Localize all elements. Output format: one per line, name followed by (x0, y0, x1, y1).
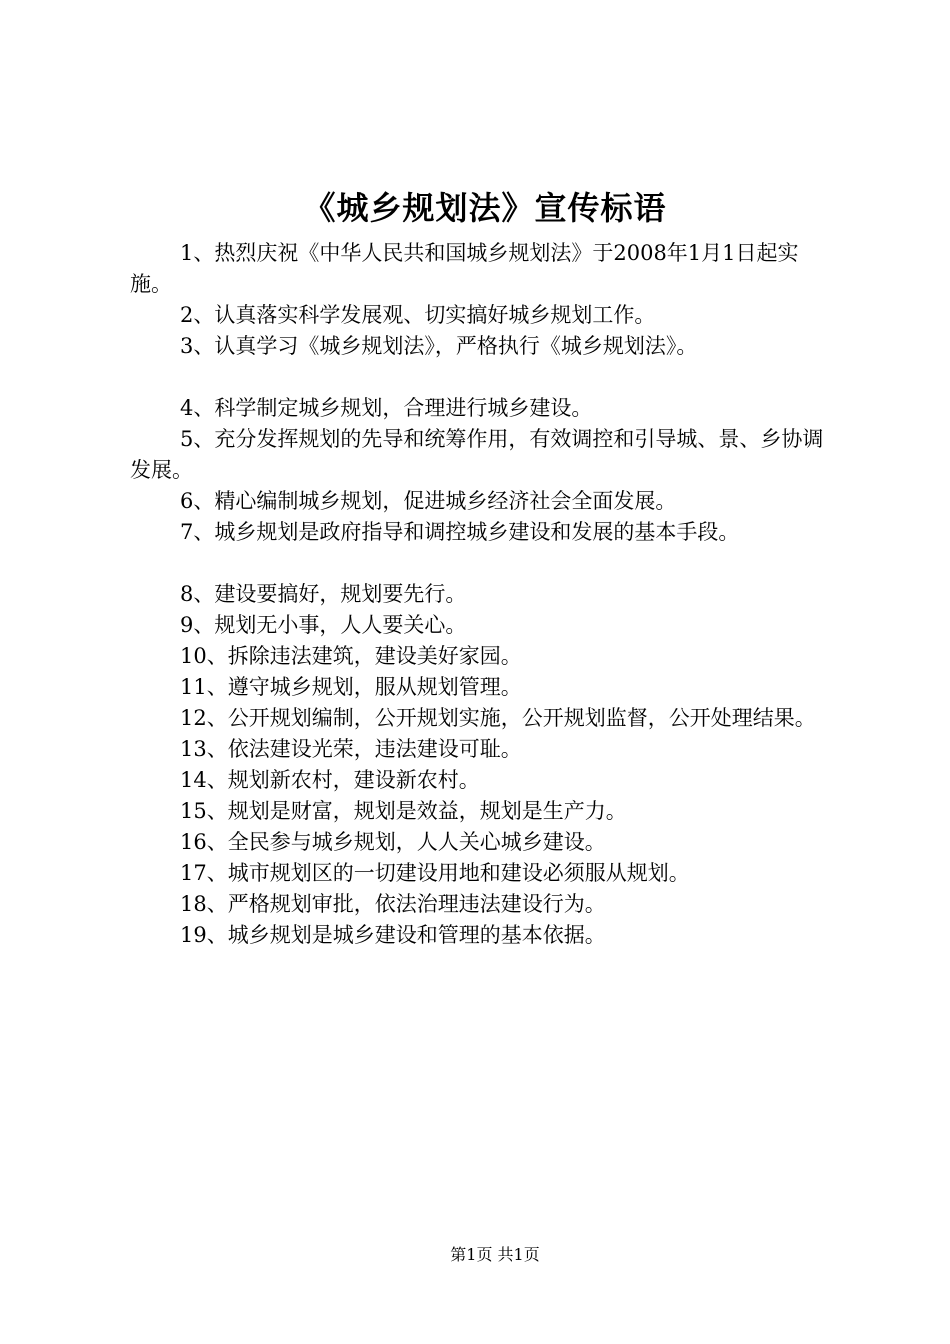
slogan-item-16: 16、全民参与城乡规划，人人关心城乡建设。 (180, 830, 606, 854)
slogan-item-5: 5、充分发挥规划的先导和统筹作用，有效调控和引导城、景、乡协调发展。 (130, 427, 824, 482)
slogan-item-12: 12、公开规划编制，公开规划实施，公开规划监督，公开处理结果。 (180, 706, 816, 730)
document-title: 《城乡规划法》宣传标语 (303, 189, 667, 227)
slogan-item-8: 8、建设要搞好，规划要先行。 (180, 582, 467, 606)
slogan-item-13: 13、依法建设光荣，违法建设可耻。 (180, 737, 522, 761)
slogan-item-18: 18、严格规划审批，依法治理违法建设行为。 (180, 892, 606, 916)
slogan-item-2: 2、认真落实科学发展观、切实搞好城乡规划工作。 (180, 303, 656, 327)
slogan-item-3: 3、认真学习《城乡规划法》，严格执行《城乡规划法》。 (180, 334, 698, 358)
paragraph-spacer (130, 548, 840, 579)
paragraph-spacer (130, 362, 840, 393)
slogan-item-11: 11、遵守城乡规划，服从规划管理。 (180, 675, 522, 699)
slogan-item-17: 17、城市规划区的一切建设用地和建设必须服从规划。 (180, 861, 690, 885)
slogan-item-9: 9、规划无小事，人人要关心。 (180, 613, 467, 637)
slogan-item-4: 4、科学制定城乡规划，合理进行城乡建设。 (180, 396, 593, 420)
slogan-item-7: 7、城乡规划是政府指导和调控城乡建设和发展的基本手段。 (180, 520, 740, 544)
slogan-item-6: 6、精心编制城乡规划，促进城乡经济社会全面发展。 (180, 489, 677, 513)
slogan-item-19: 19、城乡规划是城乡建设和管理的基本依据。 (180, 923, 606, 947)
slogan-item-15: 15、规划是财富，规划是效益，规划是生产力。 (180, 799, 627, 823)
slogan-item-1: 1、热烈庆祝《中华人民共和国城乡规划法》于2008年1月1日起实施。 (130, 241, 799, 296)
page-footer: 第1页 共1页 (450, 1245, 540, 1264)
slogan-item-14: 14、规划新农村，建设新农村。 (180, 768, 480, 792)
slogan-item-10: 10、拆除违法建筑，建设美好家园。 (180, 644, 522, 668)
slogan-list (130, 238, 840, 951)
